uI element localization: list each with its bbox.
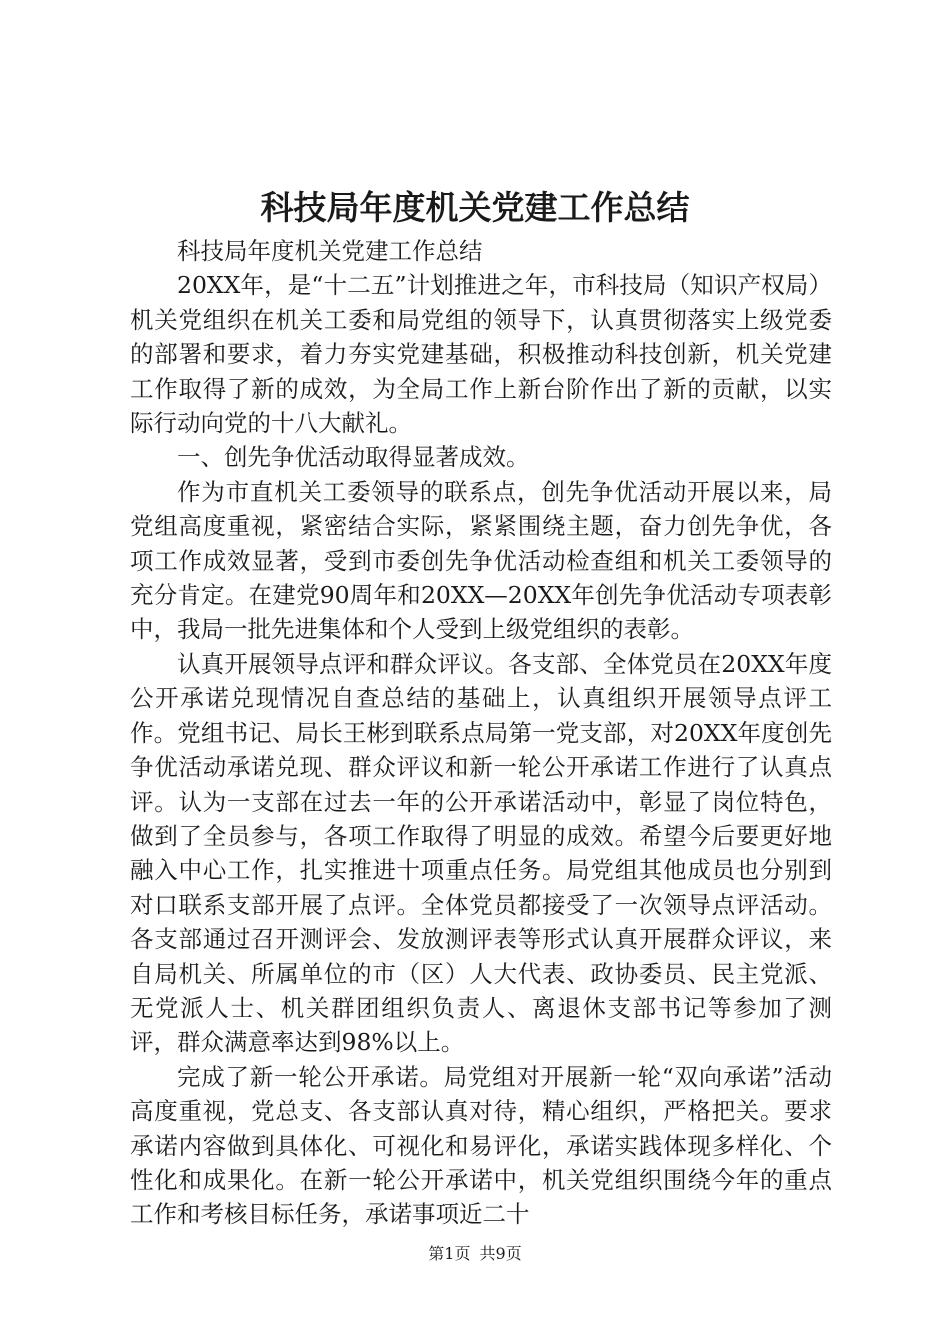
- paragraph-subtitle: 科技局年度机关党建工作总结: [177, 237, 483, 265]
- document-body: [130, 234, 832, 1232]
- section-heading: 一、创先争优活动取得显著成效。: [177, 443, 530, 472]
- document-title: 科技局年度机关党建工作总结: [260, 188, 690, 227]
- paragraph: 作为市直机关工委领导的联系点，创先争优活动开展以来，局党组高度重视，紧密结合实际，紧紧围绕主题，奋力创先争优，各项工作成效显著，受到市委创先争优活动检查组和机关工委领导的充分肯定。在建党90周年和20XX—20XX年创先争优活动专项表彰中，我局一批先进集体和个人受到上级党组织的表彰。: [130, 477, 832, 644]
- paragraph: 认真开展领导点评和群众评议。各支部、全体党员在20XX年度公开承诺兑现情况自查总结的基础上，认真组织开展领导点评工作。党组书记、局长王彬到联系点局第一党支部，对20XX年度创先争优活动承诺兑现、群众评议和新一轮公开承诺工作进行了认真点评。认为一支部在过去一年的公开承诺活动中，彰显了岗位特色，做到了全员参与，各项工作取得了明显的成效。希望今后要更好地融入中心工作，扎实推进十项重点任务。局党组其他成员也分别到对口联系支部开展了点评。全体党员都接受了一次领导点评活动。各支部通过召开测评会、发放测评表等形式认真开展群众评议，来自局机关、所属单位的市（区）人大代表、政协委员、民主党派、无党派人士、机关群团组织负责人、离退休支部书记等参加了测评，群众满意率达到98%以上。: [130, 649, 832, 1057]
- page-footer: 第1页 共9页: [428, 1244, 522, 1263]
- paragraph: 完成了新一轮公开承诺。局党组对开展新一轮“双向承诺”活动高度重视，党总支、各支部认真对待，精心组织，严格把关。要求承诺内容做到具体化、可视化和易评化，承诺实践体现多样化、个性化和成果化。在新一轮公开承诺中，机关党组织围绕今年的重点工作和考核目标任务，承诺事项近二十: [130, 1062, 832, 1229]
- paragraph-intro: 20XX年，是“十二五”计划推进之年，市科技局（知识产权局）机关党组织在机关工委和局党组的领导下，认真贯彻落实上级党委的部署和要求，着力夯实党建基础，积极推动科技创新，机关党建工作取得了新的成效，为全局工作上新台阶作出了新的贡献，以实际行动向党的十八大献礼。: [130, 271, 832, 438]
